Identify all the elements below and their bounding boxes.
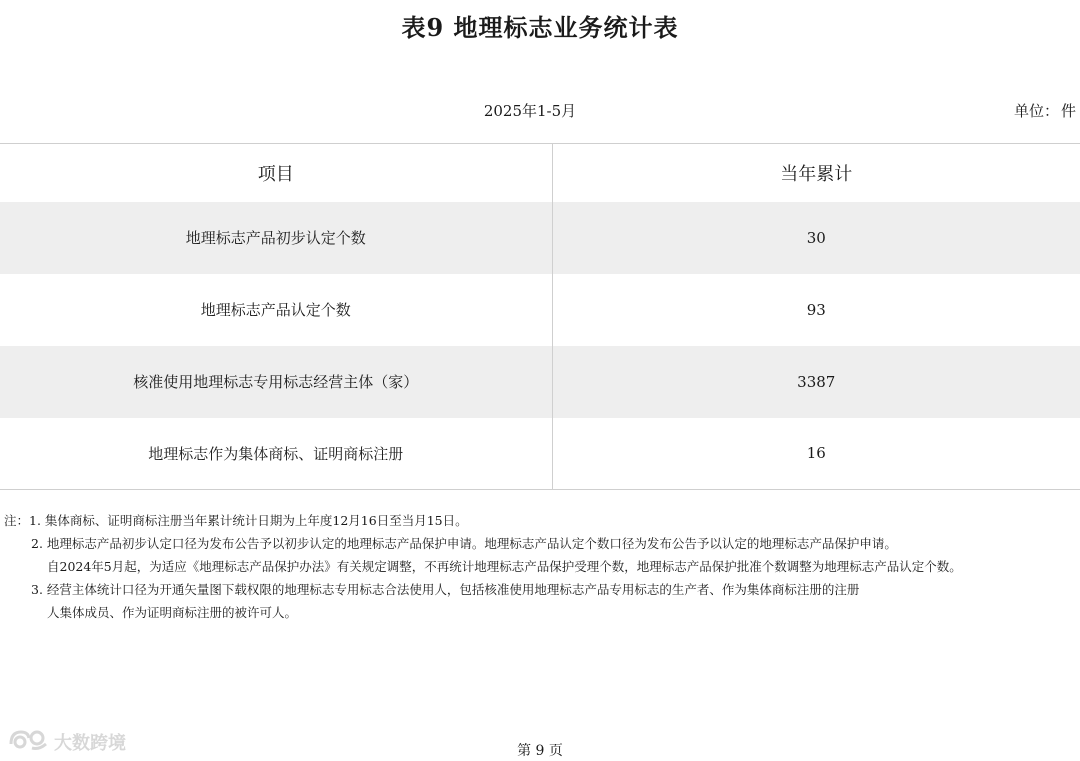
footnote-line: 人集体成员、作为证明商标注册的被许可人。 (47, 605, 298, 620)
watermark (8, 726, 126, 757)
footnotes (4, 509, 1080, 624)
row-value-cell: 30 (806, 228, 826, 247)
row-item-cell: 地理标志产品认定个数 (0, 274, 552, 346)
column-header-item: 项目 (0, 144, 552, 202)
report-period: 2025年1-5月 (483, 102, 577, 120)
footnote-line: 自2024年5月起，为适应《地理标志产品保护办法》有关规定调整，不再统计地理标志产品保护受理个数，地理标志产品保护批准个数调整为地理标志产品认定个数。 (47, 559, 962, 574)
row-value-cell: 3387 (797, 372, 836, 391)
footnote-line: 3. 经营主体统计口径为开通矢量图下载权限的地理标志专用标志合法使用人，包括核准使用地理标志产品专用标志的生产者、作为集体商标注册的注册 (31, 582, 860, 597)
table-header-row (0, 144, 1080, 202)
page-title: 表9 地理标志业务统计表 (401, 13, 679, 42)
column-header-cumulative: 当年累计 (780, 163, 853, 185)
table-row (0, 274, 1080, 346)
table-row (0, 202, 1080, 274)
footnote-line: 注：1. 集体商标、证明商标注册当年累计统计日期为上年度12月16日至当月15日。 (4, 513, 468, 528)
table-row (0, 346, 1080, 418)
unit-label (1014, 100, 1076, 121)
row-value-cell: 16 (806, 444, 826, 463)
row-value-cell: 93 (806, 300, 826, 319)
unit-value: 件 (1060, 102, 1076, 120)
page-number: 第 9 页 (517, 743, 563, 759)
table-row (0, 418, 1080, 490)
footnote-line: 2. 地理标志产品初步认定口径为发布公告予以初步认定的地理标志产品保护申请。地理标志产品认定个数口径为发布公告予以认定的地理标志产品保护申请。 (31, 536, 897, 551)
brand-logo-icon (8, 726, 54, 757)
statistics-table (0, 143, 1080, 490)
row-item-cell: 地理标志作为集体商标、证明商标注册 (0, 418, 552, 490)
unit-caption: 单位： (1013, 102, 1059, 120)
row-item-cell: 地理标志产品初步认定个数 (0, 202, 552, 274)
watermark-text: 大数跨境 (54, 732, 126, 754)
row-item-cell: 核准使用地理标志专用标志经营主体（家） (0, 346, 552, 418)
